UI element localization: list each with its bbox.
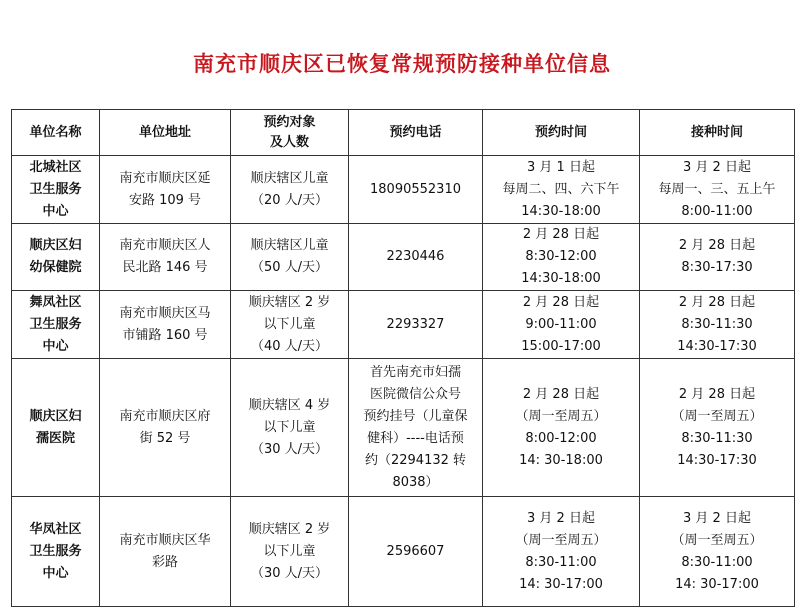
- booking-target-cell-line: 顺庆辖区儿童: [250, 238, 329, 253]
- unit-name-cell-line: 卫生服务: [29, 316, 82, 332]
- vaccination-time-cell: [640, 359, 795, 497]
- unit-address-cell-line: 南充市顺庆区延: [119, 170, 211, 186]
- table-row: [12, 497, 795, 607]
- booking-time-cell-line: 9:00-11:00: [525, 316, 597, 332]
- unit-name-cell-line: 中心: [42, 338, 69, 354]
- booking-target-cell-line: 以下儿童: [263, 543, 316, 559]
- booking-target-cell: [231, 359, 349, 497]
- vaccination-time-cell-line: 14: 30-17:00: [675, 576, 759, 592]
- unit-name-cell-line: 舞凤社区: [29, 294, 82, 310]
- vaccination-time-cell-line: 8:30-11:30: [681, 430, 753, 446]
- unit-name-cell-line: 顺庆区妇: [29, 238, 82, 253]
- booking-time-cell-line: 3 月 2 日起: [527, 510, 595, 526]
- booking-target-cell-line: （40 人/天）: [250, 338, 329, 354]
- unit-name-cell-line: 幼保健院: [29, 260, 82, 275]
- vaccination-time-cell: [640, 497, 795, 607]
- unit-name-cell-line: 北城社区: [29, 159, 82, 175]
- header-booking-time: 预约时间: [483, 110, 640, 156]
- vaccination-time-cell-line: 8:00-11:00: [681, 203, 753, 219]
- unit-name-cell: [12, 359, 100, 497]
- unit-name-cell-line: 孺医院: [35, 430, 75, 446]
- booking-target-cell-line: 顺庆辖区儿童: [250, 170, 329, 186]
- vaccination-time-cell-line: 2 月 28 日起: [678, 294, 756, 310]
- vaccination-time-cell-line: （周一至周五）: [671, 408, 763, 424]
- booking-phone-cell: [349, 359, 483, 497]
- booking-time-cell: [483, 291, 640, 359]
- vaccination-time-cell-line: 14:30-17:30: [677, 452, 757, 468]
- booking-phone-cell: [349, 224, 483, 291]
- booking-phone-cell: [349, 497, 483, 607]
- booking-target-cell: [231, 497, 349, 607]
- booking-phone-cell-line: 18090552310: [370, 181, 461, 197]
- vaccination-time-cell: [640, 156, 795, 224]
- booking-target-cell-line: 顺庆辖区 2 岁: [248, 521, 331, 537]
- booking-target-cell-line: （30 人/天）: [250, 441, 329, 457]
- vaccination-units-table: [11, 109, 795, 607]
- booking-target-cell: [231, 156, 349, 224]
- booking-time-cell-line: 2 月 28 日起: [522, 227, 600, 242]
- booking-phone-cell-line: 健科）----电话预: [367, 430, 464, 446]
- vaccination-time-cell-line: 2 月 28 日起: [678, 386, 756, 402]
- table-header-row: [12, 110, 795, 156]
- booking-time-cell: [483, 156, 640, 224]
- table-row: [12, 291, 795, 359]
- vaccination-time-cell-line: 8:30-11:00: [681, 554, 753, 570]
- vaccination-time-cell: [640, 291, 795, 359]
- booking-time-cell-line: 15:00-17:00: [521, 338, 601, 354]
- booking-time-cell-line: 14: 30-17:00: [519, 576, 603, 592]
- table-row: [12, 359, 795, 497]
- unit-address-cell-line: 市铺路 160 号: [122, 327, 208, 343]
- booking-target-cell-line: 以下儿童: [263, 419, 316, 435]
- header-booking-phone: 预约电话: [349, 110, 483, 156]
- unit-name-cell-line: 中心: [42, 203, 69, 219]
- vaccination-time-cell-line: 每周一、三、五上午: [658, 181, 776, 197]
- booking-target-cell-line: 以下儿童: [263, 316, 316, 332]
- booking-target-cell-line: 顺庆辖区 4 岁: [248, 397, 331, 413]
- booking-phone-cell-line: 首先南充市妇孺: [369, 364, 461, 380]
- booking-target-cell: [231, 291, 349, 359]
- booking-time-cell-line: 14:30-18:00: [521, 203, 601, 219]
- booking-time-cell-line: 8:00-12:00: [525, 430, 597, 446]
- booking-phone-cell-line: 医院微信公众号: [369, 386, 461, 402]
- header-booking-target: 预约对象 及人数: [231, 110, 349, 156]
- booking-time-cell-line: 8:30-12:00: [525, 249, 597, 264]
- unit-address-cell: [100, 497, 231, 607]
- vaccination-time-cell: [640, 224, 795, 291]
- unit-name-cell-line: 华凤社区: [29, 521, 82, 537]
- booking-phone-cell: [349, 156, 483, 224]
- booking-target-cell-line: （30 人/天）: [250, 565, 329, 581]
- booking-time-cell: [483, 497, 640, 607]
- header-unit-name: 单位名称: [12, 110, 100, 156]
- page-title: 南充市顺庆区已恢复常规预防接种单位信息: [193, 52, 611, 76]
- unit-address-cell: [100, 359, 231, 497]
- unit-address-cell-line: 南充市顺庆区华: [119, 532, 211, 548]
- booking-time-cell: [483, 359, 640, 497]
- booking-phone-cell-line: 8038）: [392, 474, 439, 490]
- unit-name-cell: [12, 156, 100, 224]
- unit-address-cell-line: 彩路: [151, 554, 178, 570]
- booking-phone-cell: [349, 291, 483, 359]
- booking-target-cell-line: （50 人/天）: [250, 260, 329, 275]
- booking-time-cell-line: 14: 30-18:00: [519, 452, 603, 468]
- booking-phone-cell-line: 预约挂号（儿童保: [363, 408, 468, 424]
- vaccination-time-cell-line: 8:30-17:30: [681, 260, 753, 275]
- unit-name-cell: [12, 497, 100, 607]
- booking-target-cell-line: 顺庆辖区 2 岁: [248, 294, 331, 310]
- unit-address-cell: [100, 156, 231, 224]
- table-row: [12, 156, 795, 224]
- unit-address-cell: [100, 224, 231, 291]
- unit-address-cell-line: 南充市顺庆区马: [119, 305, 211, 321]
- unit-name-cell: [12, 224, 100, 291]
- unit-name-cell: [12, 291, 100, 359]
- vaccination-time-cell-line: 2 月 28 日起: [678, 238, 756, 253]
- booking-time-cell-line: 8:30-11:00: [525, 554, 597, 570]
- unit-name-cell-line: 中心: [42, 565, 69, 581]
- vaccination-time-cell-line: （周一至周五）: [671, 532, 763, 548]
- booking-time-cell-line: 3 月 1 日起: [527, 159, 595, 175]
- unit-address-cell-line: 安路 109 号: [128, 192, 202, 208]
- vaccination-time-cell-line: 14:30-17:30: [677, 338, 757, 354]
- booking-time-cell-line: 14:30-18:00: [521, 271, 601, 286]
- booking-time-cell-line: （周一至周五）: [515, 532, 607, 548]
- booking-phone-cell-line: 2293327: [386, 316, 445, 332]
- unit-address-cell-line: 民北路 146 号: [122, 260, 208, 275]
- booking-phone-cell-line: 约（2294132 转: [364, 452, 467, 468]
- booking-target-cell: [231, 224, 349, 291]
- header-vaccination-time: 接种时间: [640, 110, 795, 156]
- unit-address-cell-line: 街 52 号: [139, 430, 191, 446]
- booking-time-cell: [483, 224, 640, 291]
- header-unit-address: 单位地址: [100, 110, 231, 156]
- booking-time-cell-line: 每周二、四、六下午: [502, 181, 620, 197]
- unit-name-cell-line: 卫生服务: [29, 181, 82, 197]
- booking-target-cell-line: （20 人/天）: [250, 192, 329, 208]
- table-row: [12, 224, 795, 291]
- booking-time-cell-line: 2 月 28 日起: [522, 294, 600, 310]
- unit-address-cell-line: 南充市顺庆区人: [119, 238, 211, 253]
- unit-address-cell-line: 南充市顺庆区府: [119, 408, 211, 424]
- booking-phone-cell-line: 2230446: [386, 249, 445, 264]
- vaccination-time-cell-line: 3 月 2 日起: [683, 159, 751, 175]
- vaccination-time-cell-line: 8:30-11:30: [681, 316, 753, 332]
- booking-phone-cell-line: 2596607: [386, 543, 445, 559]
- booking-time-cell-line: 2 月 28 日起: [522, 386, 600, 402]
- unit-name-cell-line: 卫生服务: [29, 543, 82, 559]
- vaccination-time-cell-line: 3 月 2 日起: [683, 510, 751, 526]
- booking-time-cell-line: （周一至周五）: [515, 408, 607, 424]
- unit-name-cell-line: 顺庆区妇: [29, 408, 82, 424]
- unit-address-cell: [100, 291, 231, 359]
